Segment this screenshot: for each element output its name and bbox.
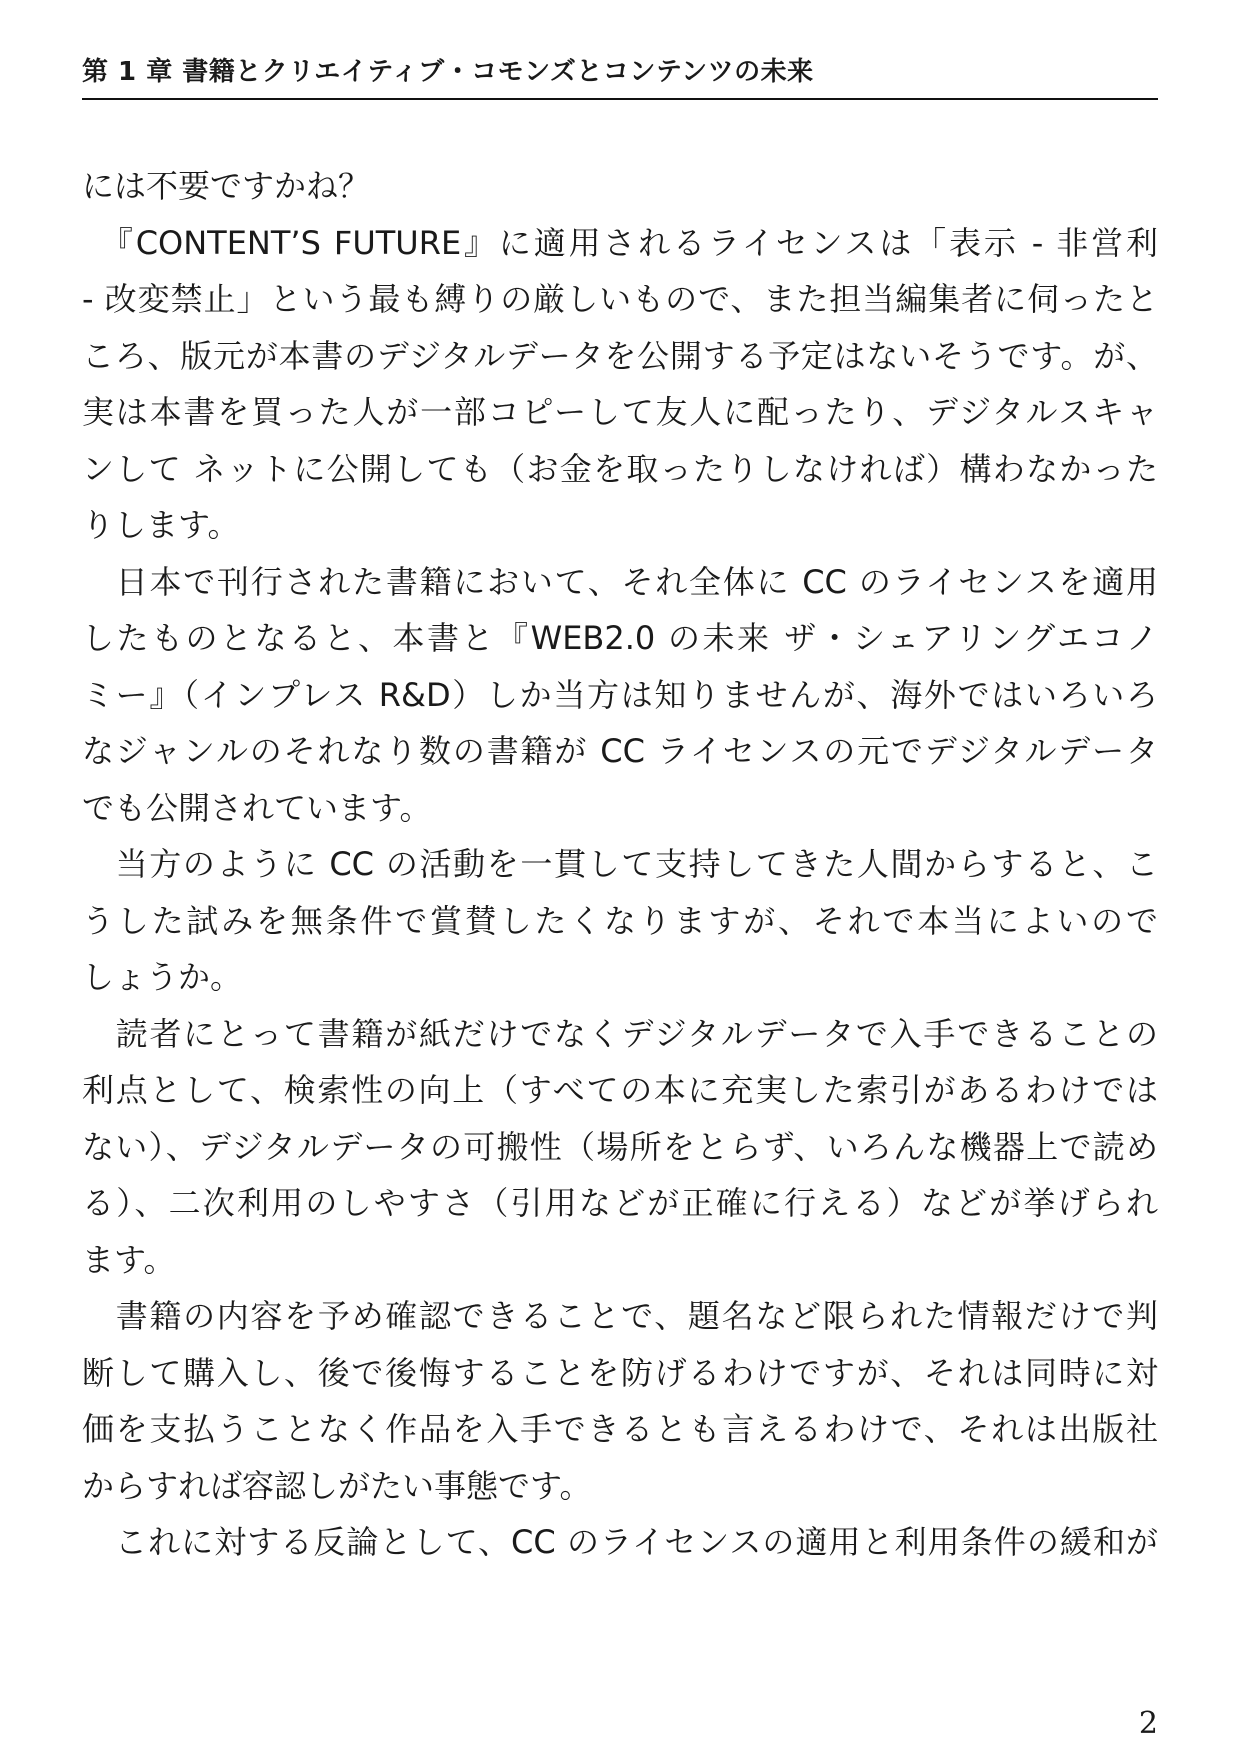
- text-line: - 改変禁止」という最も縛りの厳しいもので、また担当編集者に伺ったと: [82, 280, 1158, 318]
- text-line: 書籍の内容を予め確認できることで、題名など限られた情報だけで判: [82, 1297, 1158, 1335]
- text-line: 実は本書を買った人が一部コピーして友人に配ったり、デジタルスキャ: [82, 393, 1158, 431]
- text-line: ます。: [82, 1240, 176, 1279]
- text-line: これに対する反論として、CC のライセンスの適用と利用条件の緩和が: [82, 1523, 1158, 1561]
- text-line: ころ、版元が本書のデジタルデータを公開する予定はないそうです。が、: [82, 336, 1158, 375]
- text-line: したものとなると、本書と『WEB2.0 の未来 ザ・シェアリングエコノ: [82, 619, 1158, 657]
- text-line: る）、二次利用のしやすさ（引用などが正確に行える）などが挙げられ: [82, 1184, 1158, 1222]
- text-line: ンして ネットに公開しても（お金を取ったりしなければ）構わなかった: [82, 449, 1158, 488]
- text-line: ない）、デジタルデータの可搬性（場所をとらず、いろんな機器上で読め: [82, 1127, 1158, 1166]
- body-text: [82, 158, 1158, 1571]
- text-line: りします。: [82, 506, 240, 544]
- text-line: 日本で刊行された書籍において、それ全体に CC のライセンスを適用: [82, 562, 1158, 601]
- text-line: には不要ですかね？: [82, 167, 371, 205]
- text-line: からすれば容認しがたい事態です。: [82, 1466, 592, 1505]
- text-line: 断して購入し、後で後悔することを防げるわけですが、それは同時に対: [82, 1353, 1158, 1392]
- text-line: 利点として、検索性の向上（すべての本に充実した索引があるわけでは: [82, 1071, 1158, 1109]
- text-line: 『CONTENT’S FUTURE』に適用されるライセンスは「表示 - 非営利: [82, 223, 1158, 262]
- text-line: ミー』（インプレス R&D）しか当方は知りませんが、海外ではいろいろ: [82, 675, 1158, 714]
- text-line: しょうか。: [82, 958, 243, 996]
- text-line: でも公開されています。: [82, 788, 432, 827]
- text-line: 当方のように CC の活動を一貫して支持してきた人間からすると、こ: [82, 845, 1158, 883]
- text-line: 読者にとって書籍が紙だけでなくデジタルデータで入手できることの: [82, 1014, 1158, 1053]
- text-line: なジャンルのそれなり数の書籍が CC ライセンスの元でデジタルデータ: [82, 732, 1158, 770]
- page-number: 2: [1138, 1706, 1158, 1741]
- text-line: うした試みを無条件で賞賛したくなりますが、それで本当によいので: [82, 901, 1158, 940]
- chapter-title: 第 1 章 書籍とクリエイティブ・コモンズとコンテンツの未来: [82, 57, 814, 87]
- text-line: 価を支払うことなく作品を入手できるとも言えるわけで、それは出版社: [82, 1410, 1158, 1448]
- running-header: [82, 52, 1158, 100]
